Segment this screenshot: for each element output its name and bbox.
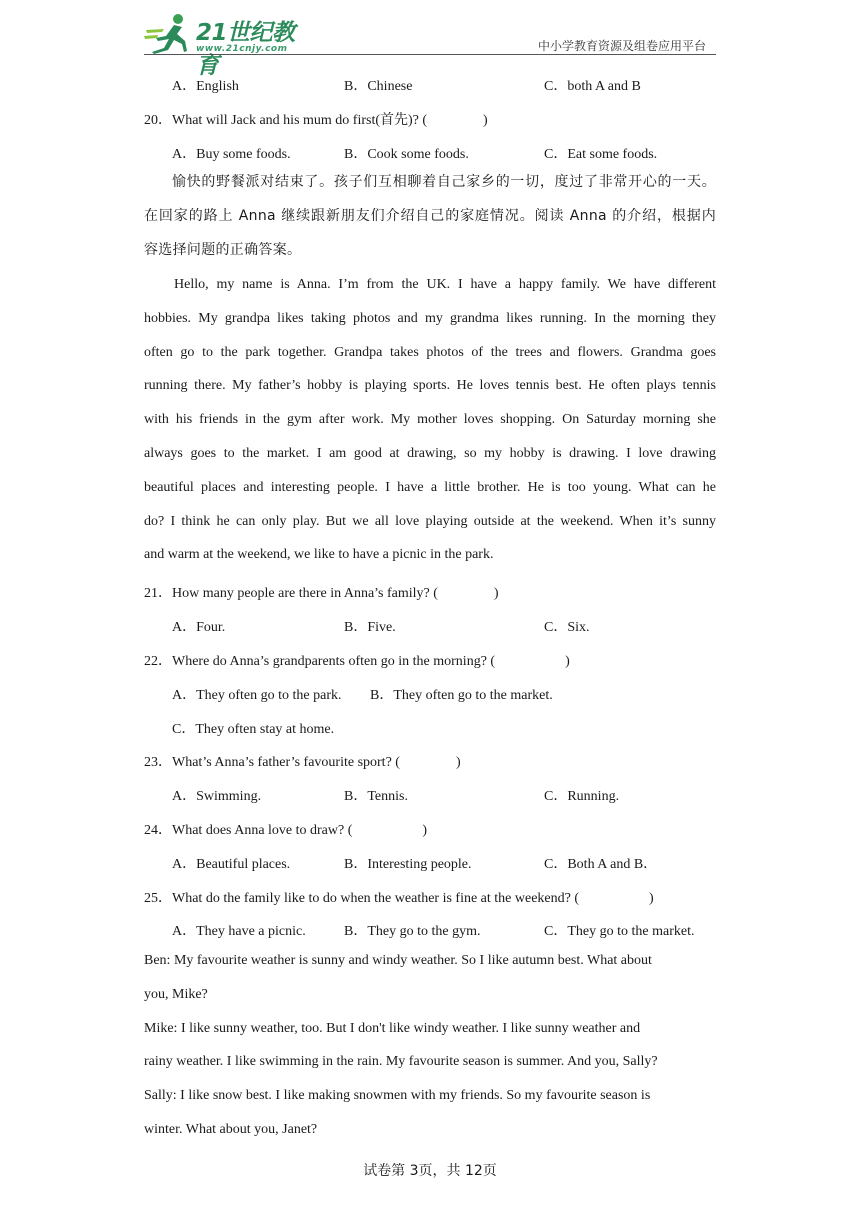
- q22-option-b[interactable]: B．They often go to the market.: [370, 688, 553, 703]
- dialogue-line: you, Mike?: [144, 986, 208, 1002]
- passage-line: always goes to the market. I am good at drawing, so my hobby is drawing. I love drawing: [144, 445, 716, 461]
- passage-line: and warm at the weekend, we like to have a picnic in the park.: [144, 547, 494, 563]
- passage-line: running there. My father’s hobby is playing sports. He loves tennis best. He often plays tennis: [144, 378, 716, 394]
- logo: [144, 12, 314, 79]
- dialogue-line: Ben: My favourite weather is sunny and windy weather. So I like autumn best. What about: [144, 953, 652, 968]
- q20-option-b[interactable]: B．Cook some foods.: [344, 147, 469, 162]
- q24-option-c[interactable]: C．Both A and B．: [544, 857, 658, 872]
- dialogue-passage: [144, 944, 716, 1147]
- dialogue-line: rainy weather. I like swimming in the rain. My favourite season is summer. And you, Sally?: [144, 1054, 658, 1070]
- dialogue-line: winter. What about you, Janet?: [144, 1121, 318, 1137]
- q22-option-a[interactable]: A．They often go to the park.: [172, 688, 342, 703]
- q21-option-a[interactable]: A．Four.: [172, 620, 226, 635]
- intro-line: 在回家的路上 Anna 继续跟新朋友们介绍自己的家庭情况。阅读 Anna 的介绍，根据内: [144, 207, 716, 224]
- q20-question: 20．What will Jack and his mum do first(首先)? ( ): [144, 113, 488, 128]
- platform-name: 中小学教育资源及组卷应用平台: [537, 39, 706, 53]
- q23-question: 23．What’s Anna’s father’s favourite sport? ( ): [144, 755, 461, 770]
- q23-option-b[interactable]: B．Tennis.: [344, 789, 408, 804]
- runner-logo-icon: [144, 12, 196, 54]
- q21-option-c[interactable]: C．Six.: [544, 620, 590, 635]
- page-footer: 试卷第 3页，共 12页: [363, 1163, 497, 1179]
- q25-option-b[interactable]: B．They go to the gym.: [344, 924, 481, 939]
- passage-line: Hello, my name is Anna. I’m from the UK. I have a happy family. We have different: [174, 277, 716, 292]
- q23-option-a[interactable]: A．Swimming.: [172, 789, 262, 804]
- q22-question: 22．Where do Anna’s grandparents often go in the morning? ( ): [144, 654, 570, 669]
- q19-option-a[interactable]: A．English: [172, 79, 239, 94]
- logo-url: www.21cnjy.com: [196, 44, 288, 54]
- q21-option-b[interactable]: B．Five.: [344, 620, 396, 635]
- q25-option-a[interactable]: A．They have a picnic.: [172, 924, 306, 939]
- passage-line: often go to the park together. Grandpa takes photos of the trees and flowers. Grandma goes: [144, 344, 716, 360]
- header-divider: [144, 54, 716, 55]
- logo-text: 21世纪教育: [196, 20, 295, 79]
- q24-question: 24．What does Anna love to draw? ( ): [144, 823, 428, 838]
- reading-intro: [144, 166, 716, 267]
- q25-option-c[interactable]: C．They go to the market.: [544, 924, 695, 939]
- q24-option-b[interactable]: B．Interesting people.: [344, 857, 472, 872]
- q22-option-c[interactable]: C．They often stay at home.: [172, 722, 335, 737]
- q19-option-b[interactable]: B．Chinese: [344, 79, 413, 94]
- q19-option-c[interactable]: C．both A and B: [544, 79, 641, 94]
- q23-option-c[interactable]: C．Running.: [544, 789, 620, 804]
- dialogue-line: Sally: I like snow best. I like making snowmen with my friends. So my favourite season is: [144, 1088, 651, 1104]
- reading-passage: [144, 268, 716, 572]
- passage-line: with his friends in the gym after work. My mother loves shopping. On Saturday morning she: [144, 412, 716, 428]
- q20-option-c[interactable]: C．Eat some foods.: [544, 147, 658, 162]
- q24-option-a[interactable]: A．Beautiful places.: [172, 857, 291, 872]
- intro-line: 愉快的野餐派对结束了。孩子们互相聊着自己家乡的一切，度过了非常开心的一天。: [172, 174, 716, 190]
- page-header: [144, 10, 716, 79]
- q20-option-a[interactable]: A．Buy some foods.: [172, 147, 291, 162]
- passage-line: beautiful places and interesting people. I have a little brother. He is too young. What can he: [144, 479, 716, 495]
- q21-question: 21．How many people are there in Anna’s family? ( ): [144, 586, 499, 601]
- passage-line: do? I think he can only play. But we all love playing outside at the weekend. When it’s sunny: [144, 513, 716, 529]
- intro-line: 容选择问题的正确答案。: [144, 241, 302, 258]
- passage-line: hobbies. My grandpa likes taking photos and my grandma likes running. In the morning they: [144, 310, 716, 326]
- dialogue-line: Mike: I like sunny weather, too. But I don't like windy weather. I like sunny weather and: [144, 1020, 641, 1036]
- q25-question: 25．What do the family like to do when the weather is fine at the weekend? ( ): [144, 891, 654, 906]
